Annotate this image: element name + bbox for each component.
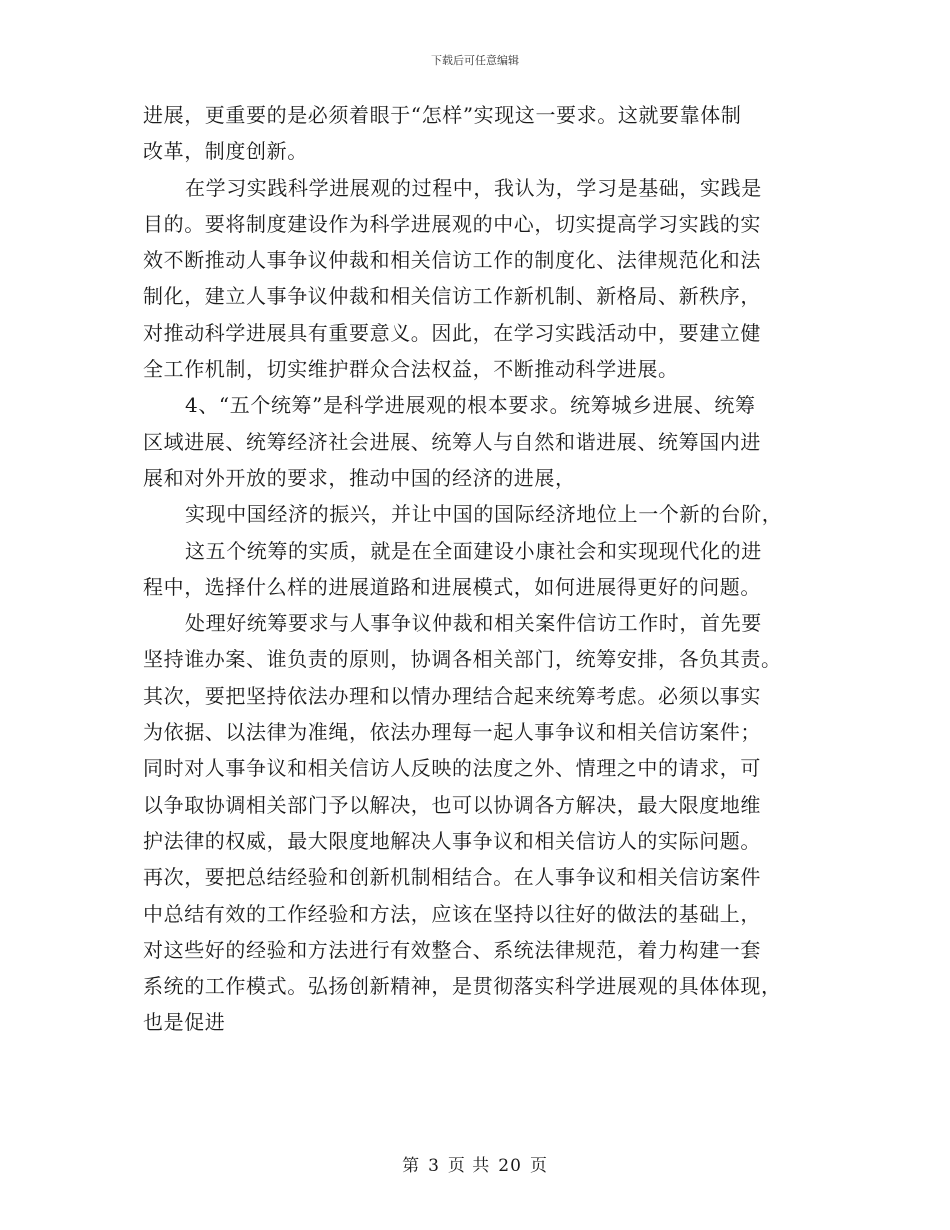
text-line: 护法律的权威，最大限度地解决人事争议和相关信访人的实际问题。 [143,828,761,853]
text-line: 进展，更重要的是必须着眼于“怎样”实现这一要求。这就要靠体制 [143,103,742,127]
text-line: 效不断推动人事争议仲裁和相关信访工作的制度化、法律规范化和法 [143,248,761,273]
text-line: 在学习实践科学进展观的过程中，我认为，学习是基础，实践是 [185,175,762,200]
text-line: 程中，选择什么样的进展道路和进展模式，如何进展得更好的问题。 [143,574,761,599]
text-line: 展和对外开放的要求，推动中国的经济的进展， [143,465,576,490]
document-body [143,97,813,1041]
text-line: 坚持谁办案、谁负责的原则，协调各相关部门，统筹安排，各负其责。 [143,647,782,672]
page-header: 下载后可任意编辑 [431,54,519,67]
text-line: 改革，制度创新。 [143,139,308,164]
text-line: 再次，要把总结经验和创新机制相结合。在人事争议和相关信访案件 [143,865,761,890]
footer-total-pages: 20 [498,1156,522,1176]
text-line: 系统的工作模式。弘扬创新精神，是贯彻落实科学进展观的具体体现， [143,974,782,999]
text-line: 同时对人事争议和相关信访人反映的法度之外、情理之中的请求，可 [143,756,761,781]
text-line: 对推动科学进展具有重要意义。因此，在学习实践活动中，要建立健 [143,320,761,345]
text-line: 对这些好的经验和方法进行有效整合、系统法律规范，着力构建一套 [143,937,761,962]
footer-middle: 页 共 [447,1156,491,1176]
footer-suffix: 页 [529,1156,548,1176]
text-line: 也是促进 [143,1010,226,1035]
text-line: 为依据、以法律为准绳，依法办理每一起人事争议和相关信访案件； [143,720,761,745]
text-line: 其次，要把坚持依法办理和以情办理结合起来统筹考虑。必须以事实 [143,683,761,708]
text-line: 这五个统筹的实质，就是在全面建设小康社会和实现现代化的进 [185,538,762,563]
text-line: 制化，建立人事争议仲裁和相关信访工作新机制、新格局、新秩序， [143,284,761,309]
text-line: 全工作机制，切实维护群众合法权益，不断推动科学进展。 [143,357,679,382]
text-line: 4、“五个统筹”是科学进展观的根本要求。统筹城乡进展、统筹 [185,393,756,418]
footer-prefix: 第 [402,1156,421,1176]
page-footer [0,1156,950,1176]
text-line: 区域进展、统筹经济社会进展、统筹人与自然和谐进展、统筹国内进 [143,429,761,454]
footer-current-page: 3 [428,1156,440,1176]
text-line: 实现中国经济的振兴，并让中国的国际经济地位上一个新的台阶， [185,502,783,527]
text-line: 目的。要将制度建设作为科学进展观的中心，切实提高学习实践的实 [143,211,761,236]
text-line: 中总结有效的工作经验和方法，应该在坚持以往好的做法的基础上， [143,901,761,926]
text-line: 以争取协调相关部门予以解决，也可以协调各方解决，最大限度地维 [143,792,761,817]
text-line: 处理好统筹要求与人事争议仲裁和相关案件信访工作时，首先要 [185,611,762,636]
